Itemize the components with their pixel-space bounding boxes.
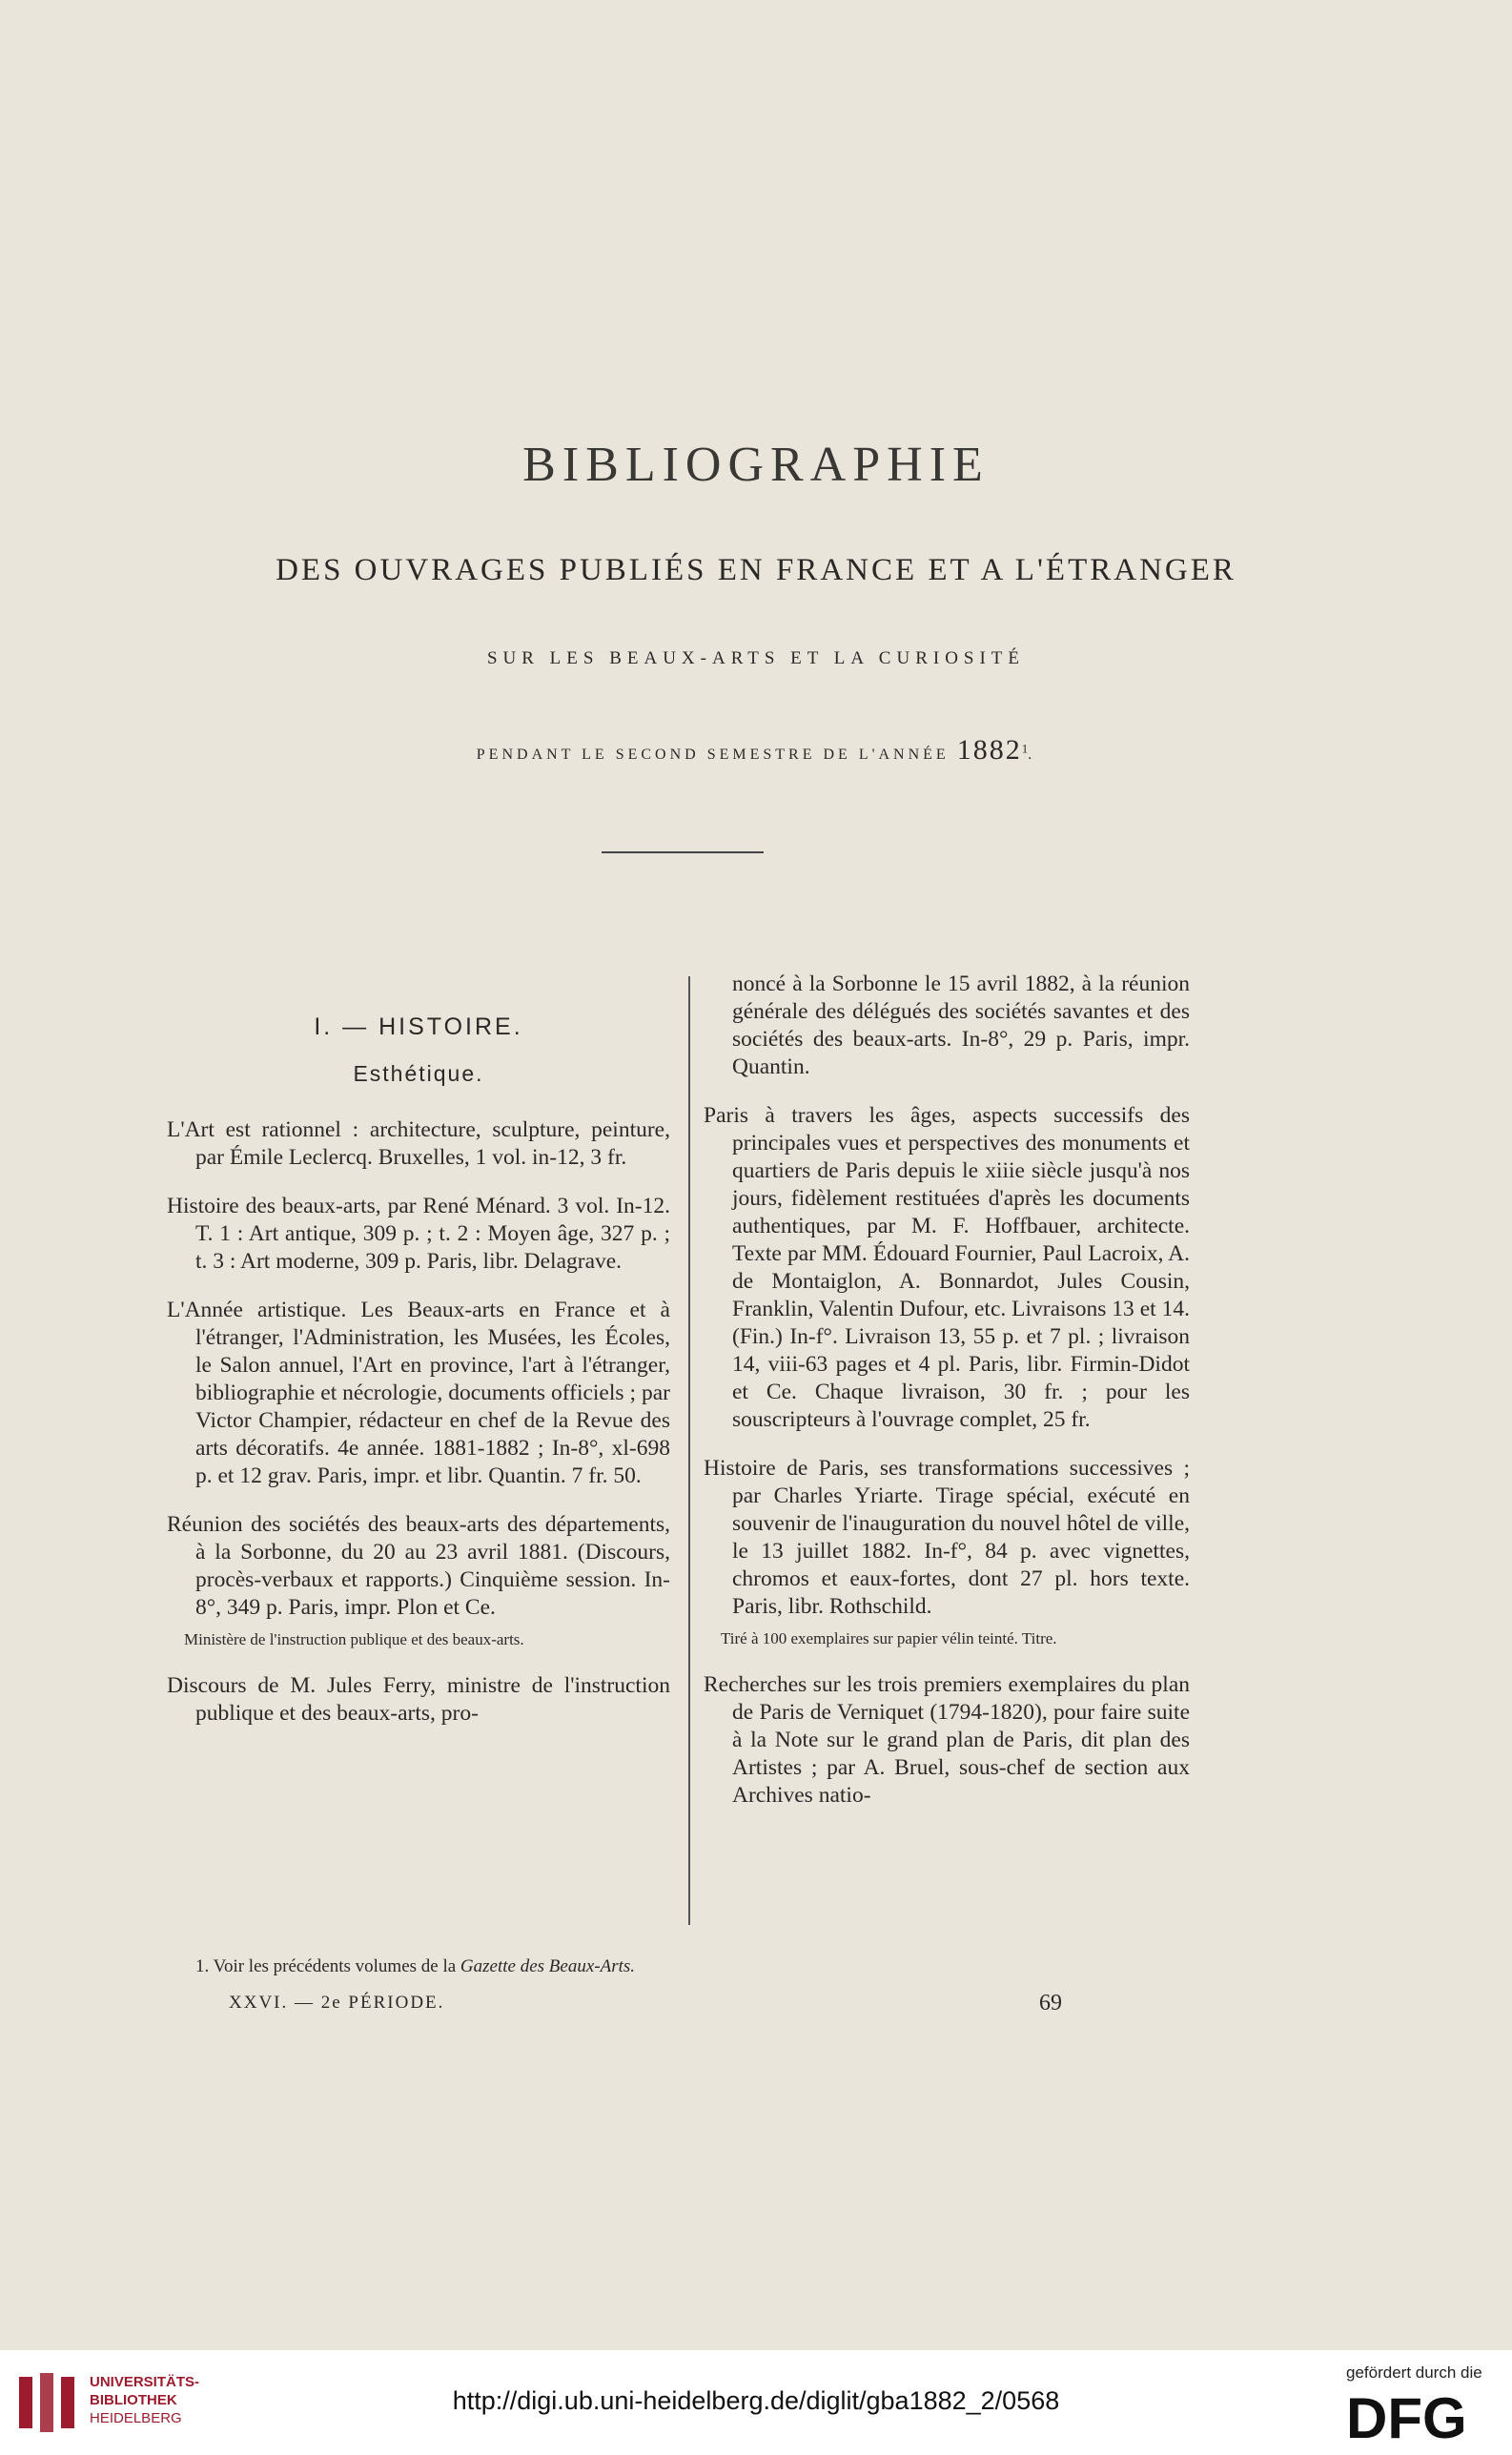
library-line: HEIDELBERG <box>90 2410 182 2426</box>
period-line: PENDANT LE SECOND SEMESTRE DE L'ANNÉE 1882$^1$. <box>476 734 1036 766</box>
page-number: 69 <box>1039 1991 1062 2015</box>
bibliography-entry: Paris à travers les âges, aspects successifs des principales vues et perspectives des monuments et quartiers de Paris depuis le xiiie siècle jusqu'à nos jours, fidèlement restituées d'après les documents authentiques, par M. F. Hoffbauer, architecte. Texte par MM. Édouard Fournier, Paul Lacroix, A. de Montaiglon, A. Bonnardot, Jules Cousin, Franklin, Valentin Dufour, etc. Livraisons 13 et 14. (Fin.) In-f°. Livraison 13, 55 p. et 7 pl. ; livraison 14, viii-63 pages et 4 pl. Paris, libr. Firmin-Didot et Ce. Chaque livraison, 30 fr. ; pour les souscripteurs à l'ouvrage complet, 25 fr. <box>704 1103 1190 1432</box>
left-column <box>167 971 670 1749</box>
entry-note: Ministère de l'instruction publique et des beaux-arts. <box>184 1630 524 1648</box>
title-divider <box>602 851 764 853</box>
source-url-link[interactable]: http://digi.ub.uni-heidelberg.de/diglit/gba1882_2/0568 <box>452 2386 1060 2415</box>
dfg-logo-icon[interactable] <box>1346 2388 1489 2444</box>
subsection-heading: Esthétique. <box>353 1061 484 1086</box>
bibliography-entry: Histoire de Paris, ses transformations successives ; par Charles Yriarte. Tirage spécial, exécuté en souvenir de l'inauguration du nouvel hôtel de ville, le 13 juillet 1882. In-f°, 84 p. avec vignettes, chromos et eaux-fortes, dont 27 pl. hors texte. Paris, libr. Rothschild. <box>704 1456 1190 1619</box>
page-title: BIBLIOGRAPHIE <box>522 438 990 492</box>
footnote <box>195 1956 635 1977</box>
entry-continuation: noncé à la Sorbonne le 15 avril 1882, à la réunion générale des délégués des sociétés savantes et des sociétés des beaux-arts. In-8°, 29 p. Paris, impr. Quantin. <box>732 972 1190 1079</box>
footer-bar <box>0 2350 1512 2455</box>
running-foot: XXVI. — 2e PÉRIODE. <box>229 1993 445 2013</box>
library-line: UNIVERSITÄTS- <box>90 2374 200 2390</box>
bibliography-entry: Histoire des beaux-arts, par René Ménard. 3 vol. In-12. T. 1 : Art antique, 309 p. ; t. 2 : Moyen âge, 327 p. ; t. 3 : Art moderne, 309 p. Paris, libr. Delagrave. <box>167 1194 670 1274</box>
library-line: BIBLIOTHEK <box>90 2392 177 2408</box>
period-note-mark: 1 <box>1021 741 1029 756</box>
right-column <box>704 971 1190 1831</box>
period-year: 1882 <box>956 734 1022 766</box>
footnote-mark: 1. <box>195 1956 210 1976</box>
period-text: PENDANT LE SECOND SEMESTRE DE L'ANNÉE <box>476 747 950 763</box>
funding-label: gefördert durch die <box>1346 2363 1482 2382</box>
entry-note: Tiré à 100 exemplaires sur papier vélin teinté. Titre. <box>721 1629 1057 1647</box>
column-divider <box>688 976 690 1925</box>
footnote-journal: Gazette des Beaux-Arts. <box>460 1956 636 1976</box>
page-subtitle: DES OUVRAGES PUBLIÉS EN FRANCE ET A L'ÉTRANGER <box>276 553 1236 587</box>
page-subsubtitle: SUR LES BEAUX-ARTS ET LA CURIOSITÉ <box>486 648 1026 668</box>
bibliography-entry: L'Art est rationnel : architecture, sculpture, peinture, par Émile Leclercq. Bruxelles, 1 vol. in-12, 3 fr. <box>167 1117 670 1170</box>
bibliography-entry: Recherches sur les trois premiers exemplaires du plan de Paris de Verniquet (1794-1820), pour faire suite à la Note sur le grand plan de Paris, dit plan des Artistes ; par A. Bruel, sous-chef de section aux Archives natio- <box>704 1672 1190 1808</box>
footnote-text: Voir les précédents volumes de la <box>213 1956 457 1976</box>
bibliography-entry: Réunion des sociétés des beaux-arts des départements, à la Sorbonne, du 20 au 23 avril 1881. (Discours, procès-verbaux et rapports.) Cinquième session. In-8°, 349 p. Paris, impr. Plon et Ce. <box>167 1512 670 1620</box>
dfg-logo-text: DFG <box>1346 2388 1467 2444</box>
bibliography-entry: L'Année artistique. Les Beaux-arts en France et à l'étranger, l'Administration, les Musées, les Écoles, le Salon annuel, l'Art en province, l'art à l'étranger, bibliographie et nécrologie, documents officiels ; par Victor Champier, rédacteur en chef de la Revue des arts décoratifs. 4e année. 1881-1882 ; In-8°, xl-698 p. et 12 grav. Paris, impr. et libr. Quantin. 7 fr. 50. <box>167 1298 670 1488</box>
bibliography-entry: Discours de M. Jules Ferry, ministre de l'instruction publique et des beaux-arts, pro- <box>167 1673 670 1726</box>
section-heading: I. — HISTOIRE. <box>314 1013 523 1040</box>
